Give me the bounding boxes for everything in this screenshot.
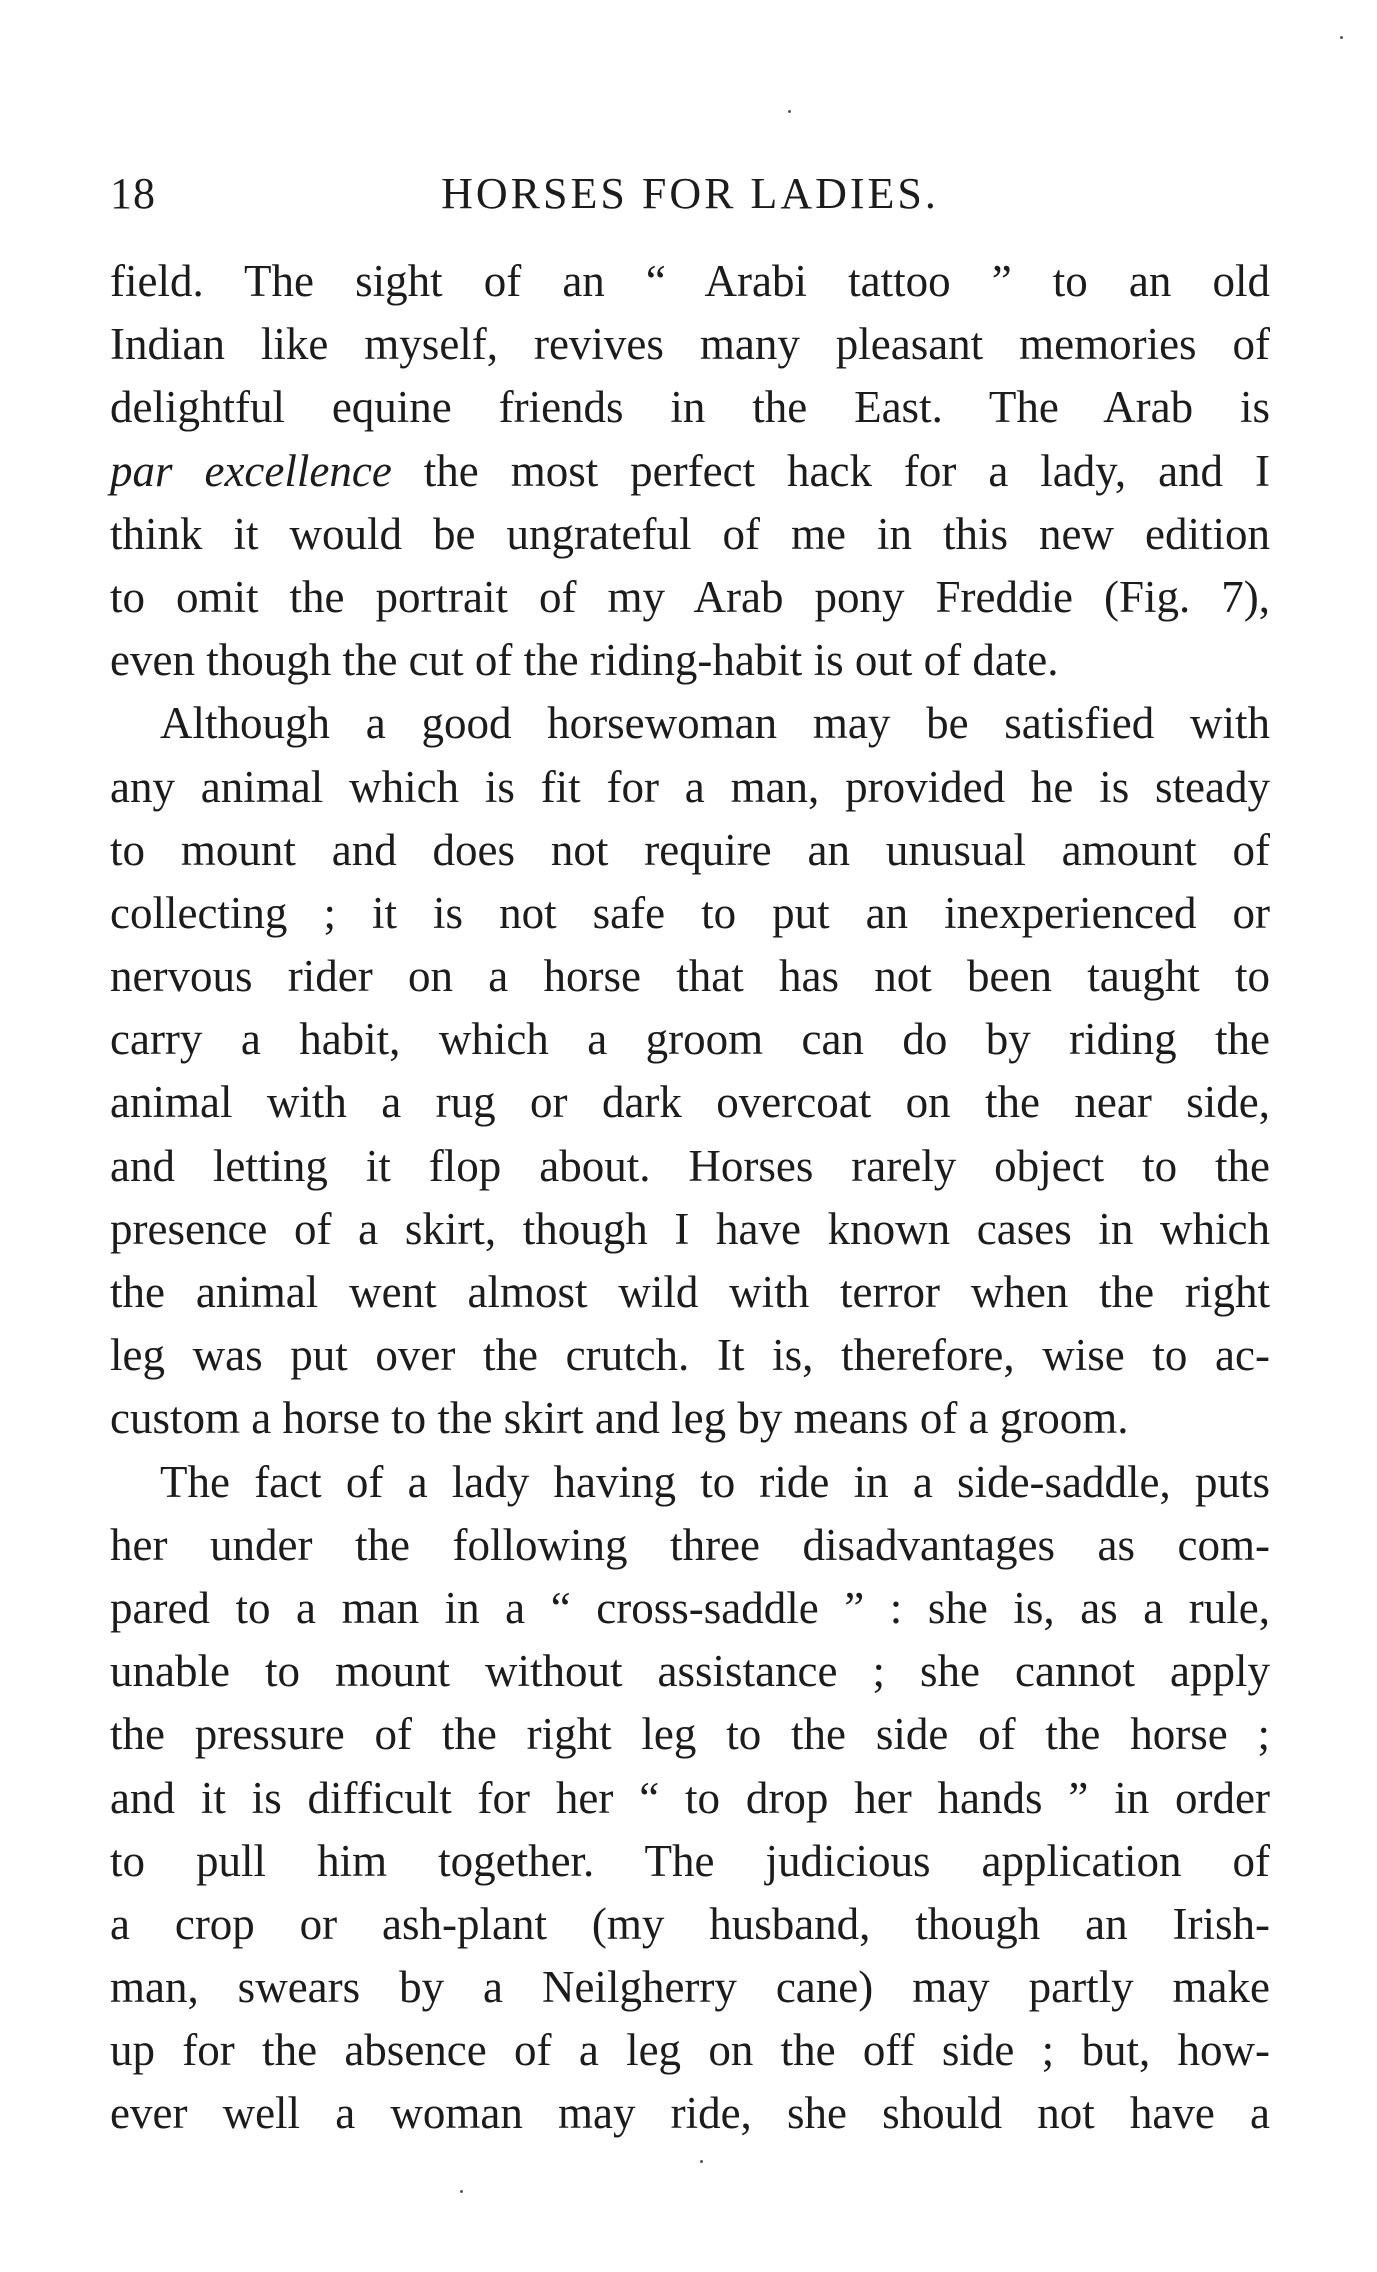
text-line: the pressure of the right leg to the side of the horse ; <box>110 1709 1270 1760</box>
text-line: up for the absence of a leg on the off side ; but, how- <box>110 2025 1270 2076</box>
text-line: to pull him together. The judicious application of <box>110 1835 1270 1886</box>
print-speck <box>700 2160 703 2163</box>
print-speck <box>1340 36 1343 39</box>
print-speck <box>788 110 791 113</box>
page-number: 18 <box>110 169 156 218</box>
text-line: man, swears by a Neilgherry cane) may partly make <box>110 1962 1270 2013</box>
text-line: field. The sight of an “ Arabi tattoo ” to an old <box>110 256 1270 306</box>
text-line: a crop or ash-plant (my husband, though an Irish- <box>110 1898 1270 1949</box>
text-line: any animal which is fit for a man, provided he is steady <box>110 761 1270 812</box>
text-line: pared to a man in a “ cross-saddle ” : she is, as a rule, <box>110 1582 1270 1633</box>
text-line: presence of a skirt, though I have known cases in which <box>110 1203 1270 1254</box>
text-line <box>110 440 1270 503</box>
italic-phrase: par excellence <box>110 445 392 496</box>
text-line: delightful equine friends in the East. The Arab is <box>110 382 1270 433</box>
text-line: and it is difficult for her “ to drop her hands ” in order <box>110 1772 1270 1823</box>
text-line: custom a horse to the skirt and leg by means of a groom. <box>110 1393 1129 1444</box>
text-line: carry a habit, which a groom can do by riding the <box>110 1014 1270 1065</box>
text-line: the animal went almost wild with terror when the right <box>110 1267 1270 1317</box>
text-line: to omit the portrait of my Arab pony Freddie (Fig. 7), <box>110 571 1270 622</box>
text-line: Although a good horsewoman may be satisfied with <box>160 698 1270 749</box>
text-line: nervous rider on a horse that has not been taught to <box>110 951 1270 1002</box>
text-line: even though the cut of the riding-habit is out of date. <box>110 635 1059 686</box>
page-header <box>110 160 1270 220</box>
print-speck <box>460 2190 463 2193</box>
text-line: animal with a rug or dark overcoat on the near side, <box>110 1077 1270 1128</box>
text-line: The fact of a lady having to ride in a side-saddle, puts <box>160 1456 1270 1507</box>
text-line: ever well a woman may ride, she should not have a <box>110 2088 1270 2139</box>
text-span: the most perfect hack for a lady, and I <box>391 445 1270 496</box>
text-line: leg was put over the crutch. It is, therefore, wise to ac- <box>110 1330 1270 1381</box>
running-title: HORSES FOR LADIES. <box>441 169 939 218</box>
text-line: unable to mount without assistance ; she cannot apply <box>110 1646 1270 1697</box>
text-line: think it would be ungrateful of me in this new edition <box>110 508 1270 559</box>
text-line: her under the following three disadvantages as com- <box>110 1519 1270 1570</box>
text-line: to mount and does not require an unusual amount of <box>110 824 1270 875</box>
text-line: collecting ; it is not safe to put an inexperienced or <box>110 887 1270 938</box>
body-text <box>110 250 1270 2146</box>
text-line: and letting it flop about. Horses rarely object to the <box>110 1140 1270 1191</box>
text-line: Indian like myself, revives many pleasant memories of <box>110 319 1270 370</box>
